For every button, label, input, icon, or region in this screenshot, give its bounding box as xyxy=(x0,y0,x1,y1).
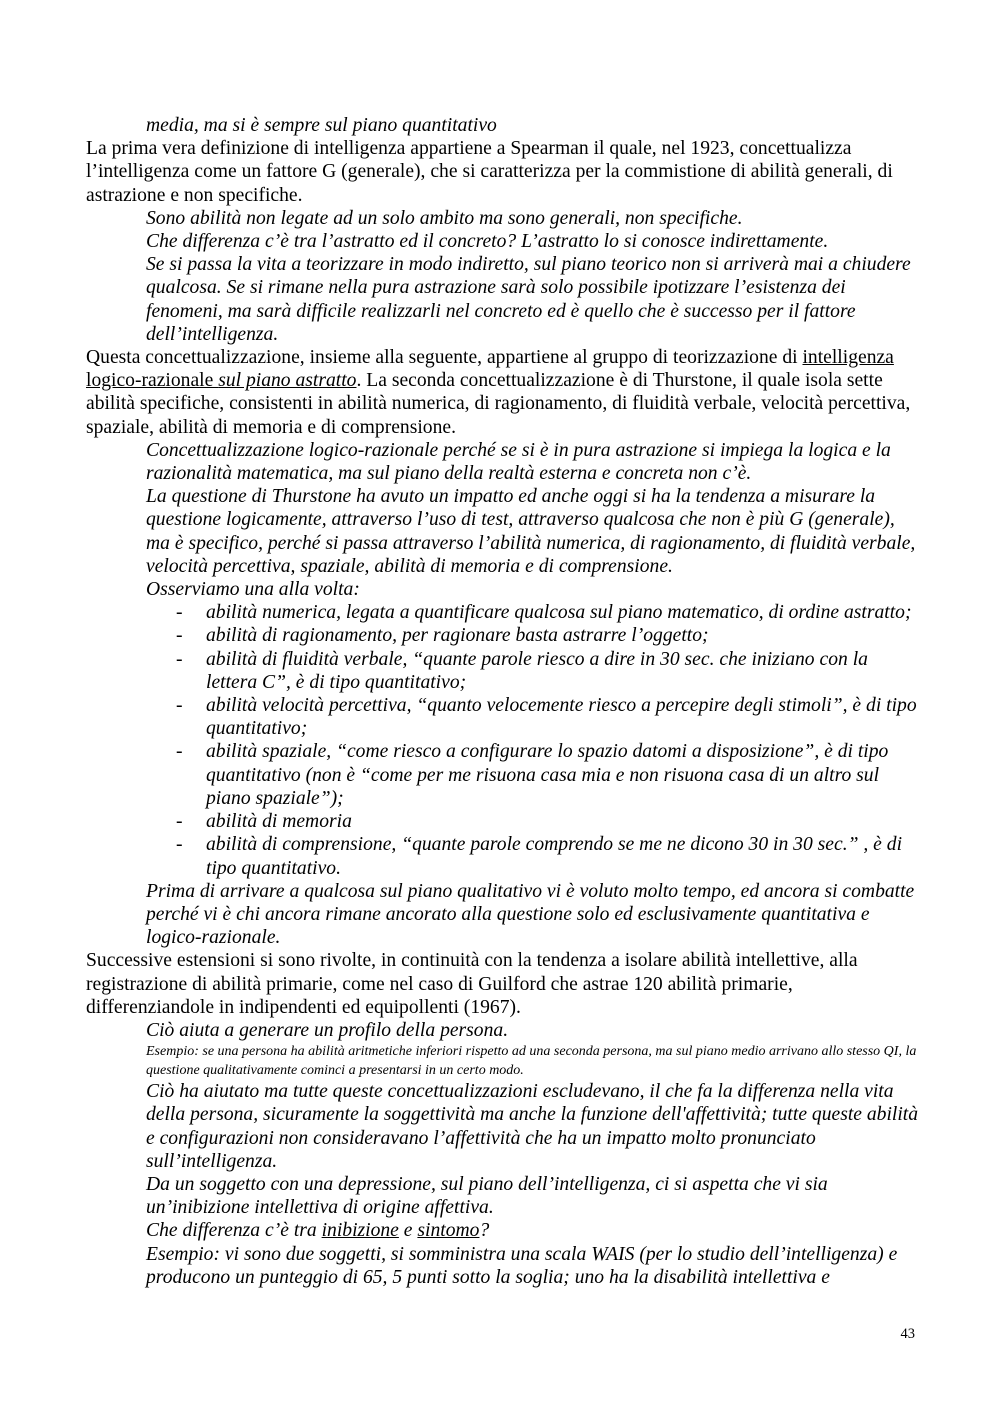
italic-note: Concettualizzazione logico-razionale perché se si è in pura astrazione si impiega la logica e la razionalità matematica, ma sul piano della realtà esterna e concreta non c’è. xyxy=(146,439,891,485)
list-item xyxy=(176,694,920,740)
list-dash: - xyxy=(176,648,183,670)
list-item xyxy=(176,810,920,833)
italic-note: La questione di Thurstone ha avuto un impatto ed anche oggi si ha la tendenza a misurare la questione logicamente, attraverso l’uso di test, attraverso qualcosa che non è più G (generale), ma è specifico, perché si passa attraverso l’abilità numerica, di ragionamento, di fluidità verbale, velocità percettiva, spaziale, abilità di memoria e di comprensione. xyxy=(146,486,916,577)
question-text: e xyxy=(398,1220,418,1242)
list-item xyxy=(176,624,920,647)
list-dash: - xyxy=(176,811,183,833)
page-number: 43 xyxy=(900,1326,915,1342)
italic-note: Osserviamo una alla volta: xyxy=(146,579,360,601)
list-item xyxy=(176,648,920,694)
italic-note: Ciò aiuta a generare un profilo della persona. xyxy=(146,1019,509,1041)
underlined-term: sintomo xyxy=(417,1220,480,1242)
list-item-text: abilità di ragionamento, per ragionare basta astrarre l’oggetto; xyxy=(206,625,709,647)
italic-question xyxy=(86,1219,920,1242)
list-item xyxy=(176,601,920,624)
list-item xyxy=(176,740,920,810)
list-item-text: abilità di memoria xyxy=(206,811,352,833)
small-example-note: Esempio: se una persona ha abilità aritmetiche inferiori rispetto ad una seconda persona, ma sul piano medio arrivano allo stesso QI, la questione qualitativamente cominci a presentarsi in un certo modo. xyxy=(146,1044,917,1079)
list-item-text: abilità numerica, legata a quantificare qualcosa sul piano matematico, di ordine astratto; xyxy=(206,602,912,624)
list-item-text: abilità spaziale, “come riesco a configurare lo spazio datomi a disposizione”, è di tipo quantitativo (non è “come per me risuona casa mia e non risuona casa di un altro sul piano spaziale”); xyxy=(206,741,889,809)
list-item-text: abilità di comprensione, “quante parole comprendo se me ne dicono 30 in 30 sec.” , è di tipo quantitativo. xyxy=(206,834,903,879)
list-dash: - xyxy=(176,602,183,624)
paragraph-text: . La seconda concettualizzazione è di Thurstone, il quale isola sette abilità specifiche, consistenti in abilità numerica, di ragionamento, di fluidità verbale, velocità percettiva, spaziale, abilità di memoria e di comprensione. xyxy=(86,370,911,438)
paragraph-text: Questa concettualizzazione, insieme alla seguente, appartiene al gruppo di teorizzazione di xyxy=(86,347,803,369)
underlined-term: intelligenza logico-razionale xyxy=(86,347,894,392)
list-dash: - xyxy=(176,625,183,647)
list-item-text: abilità velocità percettiva, “quanto velocemente riesco a percepire degli stimoli”, è di tipo quantitativo; xyxy=(206,695,917,740)
paragraph: La prima vera definizione di intelligenza appartiene a Spearman il quale, nel 1923, concettualizza l’intelligenza come un fattore G (generale), che si caratterizza per la commistione di abilità generali, di astrazione e non specifiche. xyxy=(86,138,893,206)
italic-note: Prima di arrivare a qualcosa sul piano qualitativo vi è voluto molto tempo, ed ancora si combatte perché vi è chi ancora rimane ancorato alla questione solo ed esclusivamente quantitativa e logico-razionale. xyxy=(146,880,915,949)
list-dash: - xyxy=(176,695,183,717)
italic-note: Esempio: vi sono due soggetti, si somministra una scala WAIS (per lo studio dell’intelligenza) e producono un punteggio di 65, 5 punti sotto la soglia; uno ha la disabilità intellettiva e xyxy=(146,1243,898,1288)
italic-note: Da un soggetto con una depressione, sul piano dell’intelligenza, ci si aspetta che vi sia un’inibizione intellettiva di origine affettiva. xyxy=(146,1173,828,1219)
italic-note: Ciò ha aiutato ma tutte queste concettualizzazioni escludevano, il che fa la differenza nella vita della persona, sicuramente la soggettività ma anche la funzione dell'affettività; tutte queste abilità e configurazioni non consideravano l’affettività che ha un impatto molto pronunciato sull’intelligenza. xyxy=(146,1081,919,1172)
italic-note: Sono abilità non legate ad un solo ambito ma sono generali, non specifiche. xyxy=(146,207,743,229)
underlined-term: inibizione xyxy=(321,1220,399,1242)
italic-note: Che differenza c’è tra l’astratto ed il concreto? L’astratto lo si conosce indirettamente. xyxy=(146,231,829,253)
paragraph: Successive estensioni si sono rivolte, in continuità con la tendenza a isolare abilità intellettive, alla registrazione di abilità primarie, come nel caso di Guilford che astrae 120 abilità primarie, differenziandole in indipendenti ed equipollenti (1967). xyxy=(86,950,858,1018)
italic-note: Se si passa la vita a teorizzare in modo indiretto, sul piano teorico non si arriverà mai a chiudere qualcosa. Se si rimane nella pura astrazione sarà solo possibile ipotizzare l’esistenza dei fenomeni, ma sarà difficile realizzarli nel concreto ed è quello che è successo per il fattore dell’intelligenza. xyxy=(146,254,911,345)
paragraph xyxy=(86,346,920,439)
page-content xyxy=(86,114,920,1289)
abilities-list xyxy=(86,601,920,879)
list-item-text: abilità di fluidità verbale, “quante parole riesco a dire in 30 sec. che iniziano con la lettera C”, è di tipo quantitativo; xyxy=(206,648,868,693)
underlined-italic-term: sul piano astratto xyxy=(218,370,357,392)
question-text: ? xyxy=(479,1220,490,1242)
list-dash: - xyxy=(176,834,183,856)
list-item xyxy=(176,833,920,879)
list-dash: - xyxy=(176,741,183,763)
question-text: Che differenza c’è tra xyxy=(146,1220,322,1242)
italic-note: media, ma si è sempre sul piano quantitativo xyxy=(146,115,497,136)
